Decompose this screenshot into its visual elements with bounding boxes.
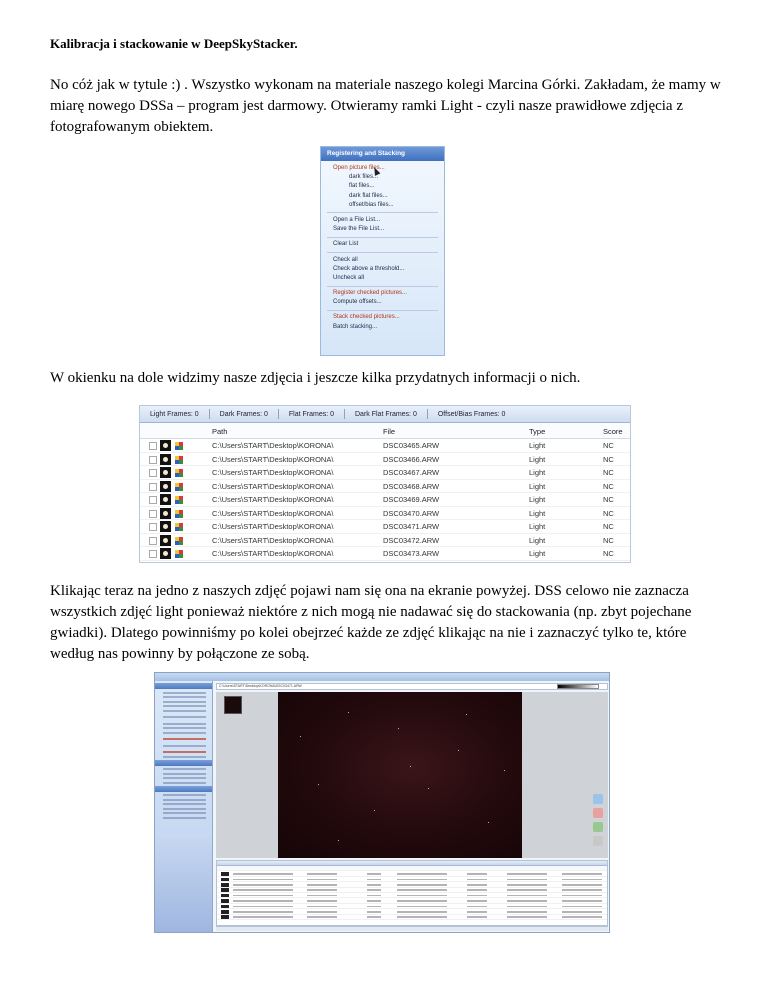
app-row-cell <box>507 889 547 891</box>
row-checkbox[interactable] <box>149 523 157 531</box>
cell-score: NC <box>603 495 614 504</box>
menu-item[interactable]: Register checked pictures... <box>333 290 408 297</box>
app-gradient-control <box>557 684 599 689</box>
menu-header: Registering and Stacking <box>321 147 444 161</box>
menu-item[interactable]: Clear List <box>333 241 359 248</box>
menu-item[interactable]: offset/bias files... <box>349 201 394 208</box>
star <box>398 728 399 729</box>
sidebar-item[interactable] <box>163 751 206 753</box>
app-path-bar <box>216 683 608 690</box>
app-row-cell <box>367 873 381 875</box>
menu-separator <box>327 252 438 253</box>
app-row-cell <box>367 911 381 913</box>
table-row[interactable] <box>140 534 630 548</box>
row-bayer-icon <box>175 496 183 504</box>
sidebar-item <box>155 747 212 749</box>
app-row-cell <box>233 889 293 891</box>
app-row-cell <box>307 911 337 913</box>
app-row-cell <box>367 889 381 891</box>
sidebar-item[interactable] <box>163 705 206 707</box>
cell-score: NC <box>603 454 614 464</box>
sidebar-section-header <box>155 786 212 792</box>
tab-frame-type[interactable]: Dark Frames: 0 <box>219 410 268 418</box>
app-bottom-tabs <box>216 926 608 931</box>
star <box>348 712 349 713</box>
app-row-cell <box>367 900 381 902</box>
frame-type-tabs <box>140 406 630 423</box>
table-row[interactable] <box>140 466 630 480</box>
app-row-cell <box>467 900 487 902</box>
table-row[interactable] <box>140 493 630 507</box>
app-row-thumbnail <box>221 899 229 903</box>
app-row-cell <box>467 916 487 918</box>
app-row-cell <box>467 889 487 891</box>
sidebar-item[interactable] <box>163 803 206 805</box>
row-thumbnail <box>160 481 171 492</box>
row-thumbnail <box>160 440 171 451</box>
app-row-cell <box>397 911 447 913</box>
cell-path: C:\Users\START\Desktop\KORONA\ <box>212 481 334 491</box>
app-sky-image <box>278 692 522 858</box>
menu-item[interactable]: Check above a threshold... <box>333 265 405 272</box>
tool-icon <box>593 836 603 846</box>
sidebar-item[interactable] <box>163 812 206 814</box>
app-sidebar <box>155 681 213 932</box>
app-image-view <box>216 692 608 858</box>
menu-separator <box>327 310 438 311</box>
app-row-cell <box>507 873 547 875</box>
app-row-cell <box>507 879 547 881</box>
paragraph-selection: Klikając teraz na jedno z naszych zdjęć pojawi nam się ona na ekranie powyżej. DSS celowo nie zaznacza wszystkich zdjęć light ponieważ niektóre z nich mogą nie nadawać się do stackowania (np. zbyt pojechane gwiadki). Dlatego powinniśmy po kolei obejrzeć każde ze zdjęć klikając na nie i zaznaczyć tylko te, które według nas powinny by połączone ze sobą. <box>50 583 692 662</box>
sidebar-item[interactable] <box>163 745 206 747</box>
sidebar-item[interactable] <box>163 768 206 770</box>
table-row[interactable] <box>140 507 630 521</box>
cell-score: NC <box>603 508 614 518</box>
cell-file: DSC03465.ARW <box>383 441 440 450</box>
document-title: Kalibracja i stackowanie w DeepSkyStacker. <box>50 36 298 51</box>
row-checkbox[interactable] <box>149 442 157 450</box>
app-row-cell <box>307 906 337 908</box>
menu-item[interactable]: Open a File List... <box>333 216 381 223</box>
app-titlebar <box>155 673 609 681</box>
cell-score: NC <box>603 481 614 491</box>
cell-score: NC <box>603 441 614 450</box>
app-row-cell <box>467 873 487 875</box>
table-row[interactable] <box>140 480 630 494</box>
sidebar-item[interactable] <box>163 738 206 740</box>
app-row-thumbnail <box>221 910 229 914</box>
sidebar-item[interactable] <box>163 692 206 694</box>
app-row-cell <box>507 895 547 897</box>
sidebar-section-header <box>155 683 212 689</box>
menu-item[interactable]: Compute offsets... <box>333 299 382 306</box>
cell-score: NC <box>603 468 614 477</box>
app-row-cell <box>562 916 602 918</box>
row-checkbox[interactable] <box>149 483 157 491</box>
row-bayer-icon <box>175 456 183 464</box>
menu-item[interactable]: Save the File List... <box>333 226 385 233</box>
app-row-cell <box>562 879 602 881</box>
list-header <box>140 423 630 439</box>
cell-file: DSC03472.ARW <box>383 535 440 545</box>
row-checkbox[interactable] <box>149 537 157 545</box>
cell-score: NC <box>603 549 614 558</box>
menu-item[interactable]: Uncheck all <box>333 274 365 281</box>
app-row-cell <box>397 889 447 891</box>
list-rows <box>140 439 630 561</box>
app-list-row[interactable] <box>217 915 607 920</box>
app-row-thumbnail <box>221 915 229 919</box>
row-thumbnail <box>160 454 171 465</box>
sidebar-item[interactable] <box>163 782 206 784</box>
cell-type: Light <box>529 522 546 531</box>
app-row-cell <box>467 879 487 881</box>
app-row-cell <box>467 884 487 886</box>
row-bayer-icon <box>175 483 183 491</box>
app-row-cell <box>507 916 547 918</box>
app-file-list <box>216 860 608 926</box>
app-row-cell <box>562 889 602 891</box>
app-row-cell <box>367 879 381 881</box>
cell-file: DSC03470.ARW <box>383 508 440 518</box>
row-checkbox[interactable] <box>149 469 157 477</box>
tool-icon <box>593 794 603 804</box>
app-row-cell <box>467 906 487 908</box>
row-bayer-icon <box>175 510 183 518</box>
cell-type: Light <box>529 454 546 464</box>
table-row[interactable] <box>140 453 630 467</box>
cell-path: C:\Users\START\Desktop\KORONA\ <box>212 468 334 477</box>
cell-type: Light <box>529 468 546 477</box>
row-bayer-icon <box>175 523 183 531</box>
app-row-cell <box>367 906 381 908</box>
sidebar-item[interactable] <box>163 777 206 779</box>
tool-icon <box>593 822 603 832</box>
app-row-cell <box>507 906 547 908</box>
tool-icon <box>593 808 603 818</box>
row-thumbnail <box>160 467 171 478</box>
app-row-thumbnail <box>221 888 229 892</box>
star <box>300 736 301 737</box>
cell-type: Light <box>529 441 546 450</box>
menu-item[interactable]: Check all <box>333 256 358 263</box>
app-screenshot <box>154 672 610 933</box>
app-row-cell <box>367 916 381 918</box>
menu-item[interactable]: dark files... <box>349 174 379 181</box>
sidebar-item <box>155 712 212 714</box>
table-row[interactable] <box>140 520 630 534</box>
cell-type: Light <box>529 495 546 504</box>
app-row-cell <box>307 900 337 902</box>
app-row-cell <box>397 900 447 902</box>
cell-file: DSC03466.ARW <box>383 454 440 464</box>
cell-file: DSC03471.ARW <box>383 522 440 531</box>
app-row-cell <box>397 884 447 886</box>
app-row-thumbnail <box>221 883 229 887</box>
row-checkbox[interactable] <box>149 510 157 518</box>
app-row-cell <box>233 879 293 881</box>
app-row-cell <box>397 906 447 908</box>
star <box>338 840 339 841</box>
app-path-text: C:\Users\START\Desktop\KORONA\DSC03471.ARW <box>219 684 302 688</box>
cell-score: NC <box>603 535 614 545</box>
app-row-thumbnail <box>221 894 229 898</box>
menu-separator <box>327 286 438 287</box>
row-bayer-icon <box>175 442 183 450</box>
sidebar-section-header <box>155 760 212 766</box>
star <box>488 822 489 823</box>
star <box>458 750 459 751</box>
app-row-cell <box>397 916 447 918</box>
app-row-cell <box>233 911 293 913</box>
cell-path: C:\Users\START\Desktop\KORONA\ <box>212 495 334 504</box>
app-row-cell <box>562 900 602 902</box>
app-row-cell <box>562 911 602 913</box>
cell-file: DSC03469.ARW <box>383 495 440 504</box>
table-row[interactable] <box>140 547 630 561</box>
sidebar-item[interactable] <box>163 773 206 775</box>
app-row-cell <box>233 916 293 918</box>
sidebar-item[interactable] <box>163 799 206 801</box>
app-row-cell <box>507 911 547 913</box>
cell-path: C:\Users\START\Desktop\KORONA\ <box>212 441 334 450</box>
app-row-cell <box>397 895 447 897</box>
app-row-cell <box>233 884 293 886</box>
row-thumbnail <box>160 508 171 519</box>
app-row-cell <box>307 879 337 881</box>
app-thumbnail <box>224 696 242 714</box>
app-row-cell <box>507 900 547 902</box>
cell-file: DSC03468.ARW <box>383 481 440 491</box>
table-row[interactable] <box>140 439 630 453</box>
cell-file: DSC03467.ARW <box>383 468 440 477</box>
app-row-cell <box>367 895 381 897</box>
app-row-cell <box>307 916 337 918</box>
row-thumbnail <box>160 521 171 532</box>
sidebar-item <box>155 718 212 720</box>
sidebar-item[interactable] <box>163 756 206 758</box>
menu-body <box>321 161 444 332</box>
menu-separator <box>327 212 438 213</box>
sidebar-item[interactable] <box>163 794 206 796</box>
row-thumbnail <box>160 494 171 505</box>
menu-separator <box>327 237 438 238</box>
app-row-cell <box>562 873 602 875</box>
app-row-cell <box>467 895 487 897</box>
sidebar-item[interactable] <box>163 701 206 703</box>
star <box>318 784 319 785</box>
app-row-thumbnail <box>221 872 229 876</box>
cell-path: C:\Users\START\Desktop\KORONA\ <box>212 454 334 464</box>
tab-frame-type[interactable]: Offset/Bias Frames: 0 <box>437 410 506 418</box>
menu-item[interactable]: Batch stacking... <box>333 323 378 330</box>
row-thumbnail <box>160 535 171 546</box>
sidebar-item[interactable] <box>163 808 206 810</box>
star <box>428 788 429 789</box>
sidebar-item[interactable] <box>163 716 206 718</box>
cell-score: NC <box>603 522 614 531</box>
app-row-cell <box>467 911 487 913</box>
app-row-cell <box>397 873 447 875</box>
file-list-screenshot <box>139 405 631 563</box>
app-row-cell <box>233 900 293 902</box>
app-row-cell <box>367 884 381 886</box>
menu-screenshot <box>320 146 445 356</box>
app-row-thumbnail <box>221 878 229 882</box>
sidebar-item[interactable] <box>163 710 206 712</box>
cell-file: DSC03473.ARW <box>383 549 440 558</box>
menu-item[interactable]: dark flat files... <box>349 192 388 199</box>
sidebar-item <box>155 740 212 742</box>
sidebar-item[interactable] <box>163 727 206 729</box>
paragraph-file-list: W okienku na dole widzimy nasze zdjęcia i jeszcze kilka przydatnych informacji o nich. <box>50 370 581 386</box>
app-row-cell <box>397 879 447 881</box>
paragraph-intro: No cóż jak w tytule :) . Wszystko wykonam na materiale naszego kolegi Marcina Górki. Zakładam, że mamy w miarę nowego DSSa – program jest darmowy. Otwieramy ramki Light - czyli nasze prawidłowe zdjęcia z fotografowanym obiektem. <box>50 77 721 135</box>
row-checkbox[interactable] <box>149 456 157 464</box>
star <box>410 766 411 767</box>
app-row-cell <box>233 873 293 875</box>
tab-frame-type[interactable]: Dark Flat Frames: 0 <box>355 410 417 418</box>
column-header-path: Path <box>212 427 228 436</box>
app-row-cell <box>307 873 337 875</box>
app-row-cell <box>562 906 602 908</box>
app-row-cell <box>307 895 337 897</box>
column-header-type: Type <box>529 427 546 436</box>
app-row-cell <box>307 884 337 886</box>
sidebar-item[interactable] <box>163 732 206 734</box>
cell-type: Light <box>529 549 546 558</box>
sidebar-item[interactable] <box>163 817 206 819</box>
row-checkbox[interactable] <box>149 496 157 504</box>
star <box>374 810 375 811</box>
app-row-cell <box>507 884 547 886</box>
app-row-cell <box>233 895 293 897</box>
app-row-thumbnail <box>221 905 229 909</box>
row-bayer-icon <box>175 537 183 545</box>
row-bayer-icon <box>175 550 183 558</box>
app-row-cell <box>233 906 293 908</box>
cell-path: C:\Users\START\Desktop\KORONA\ <box>212 535 334 545</box>
app-row-cell <box>562 895 602 897</box>
star <box>466 714 467 715</box>
app-row-cell <box>562 884 602 886</box>
sidebar-item <box>155 734 212 736</box>
menu-item[interactable]: Stack checked pictures... <box>333 314 400 321</box>
app-row-cell <box>307 889 337 891</box>
row-bayer-icon <box>175 469 183 477</box>
sidebar-item[interactable] <box>163 723 206 725</box>
cell-type: Light <box>529 481 546 491</box>
tab-frame-type[interactable]: Light Frames: 0 <box>150 410 199 418</box>
cell-path: C:\Users\START\Desktop\KORONA\ <box>212 549 334 558</box>
cell-path: C:\Users\START\Desktop\KORONA\ <box>212 522 334 531</box>
row-checkbox[interactable] <box>149 550 157 558</box>
cell-path: C:\Users\START\Desktop\KORONA\ <box>212 508 334 518</box>
menu-item[interactable]: flat files... <box>349 183 375 190</box>
row-thumbnail <box>160 548 171 559</box>
column-header-score: Score <box>603 427 623 436</box>
star <box>504 770 505 771</box>
sidebar-fill <box>155 837 212 932</box>
menu-item[interactable]: Open picture files... <box>333 165 385 171</box>
sidebar-item[interactable] <box>163 696 206 698</box>
column-header-file: File <box>383 427 396 436</box>
cell-type: Light <box>529 535 546 545</box>
cell-type: Light <box>529 508 546 518</box>
tab-frame-type[interactable]: Flat Frames: 0 <box>288 410 334 418</box>
